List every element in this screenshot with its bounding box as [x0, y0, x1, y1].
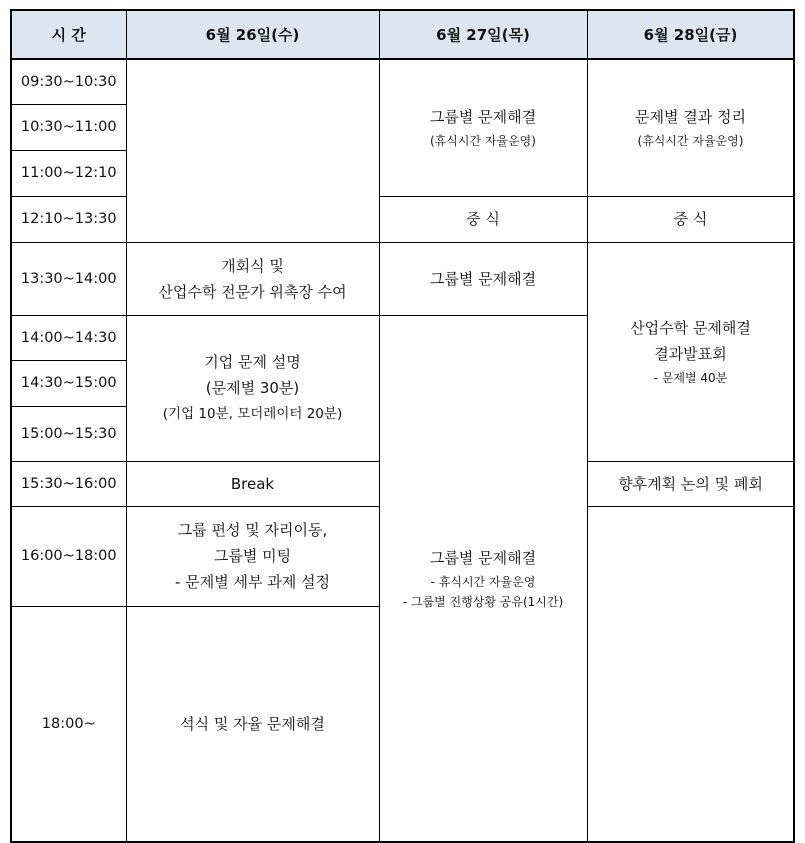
day2-lunch-label: 중 식	[466, 210, 500, 228]
day2-early-afternoon-label: 그룹별 문제해결	[429, 269, 537, 288]
table-row	[11, 59, 794, 104]
day2-afternoon-cell	[379, 315, 587, 842]
day1-company-problems-note: (기업 10분, 모더레이터 20분)	[162, 406, 343, 422]
day3-morning-label: 문제별 결과 정리	[635, 107, 746, 126]
time-cell: 15:00~15:30	[11, 406, 126, 461]
day1-opening-cell	[126, 242, 379, 315]
day1-grouping-line2: 그룹별 미팅	[213, 547, 292, 565]
time-cell: 13:30~14:00	[11, 242, 126, 315]
time-cell: 15:30~16:00	[11, 461, 126, 506]
day1-company-problems-line2: (문제별 30분)	[205, 379, 300, 397]
day1-company-problems-cell	[126, 315, 379, 461]
day3-lunch-cell	[587, 196, 794, 242]
day2-afternoon-note1: - 휴식시간 자율운영	[430, 575, 536, 589]
day2-lunch-cell	[379, 196, 587, 242]
day3-lunch-label: 중 식	[673, 210, 708, 228]
day3-evening-empty	[587, 506, 794, 842]
day3-morning-note: (휴식시간 자율운영)	[637, 133, 744, 148]
time-cell: 12:10~13:30	[11, 196, 126, 242]
schedule-table	[10, 9, 795, 843]
day2-morning-note: (휴식시간 자율운영)	[430, 133, 536, 148]
time-cell: 09:30~10:30	[11, 59, 126, 104]
day1-break-cell	[126, 461, 379, 506]
schedule-container	[10, 9, 795, 843]
table-row	[11, 242, 794, 315]
day1-dinner-label: 석식 및 자율 문제해결	[180, 714, 325, 733]
day1-break-label: Break	[230, 474, 275, 493]
day3-presentation-note: - 문제별 40분	[653, 370, 728, 385]
day1-opening-line2: 산업수학 전문가 위촉장 수여	[158, 282, 347, 301]
day1-morning-empty	[126, 59, 379, 242]
day2-morning-cell	[379, 59, 587, 196]
day2-afternoon-note2: - 그룹별 진행상황 공유(1시간)	[402, 595, 564, 609]
day1-grouping-line1: 그룹 편성 및 자리이동,	[177, 521, 328, 539]
day3-presentation-line1: 산업수학 문제해결	[630, 318, 751, 337]
day2-early-afternoon-cell	[379, 242, 587, 315]
time-cell: 16:00~18:00	[11, 506, 126, 606]
header-day2: 6월 27일(목)	[379, 10, 587, 59]
time-cell: 14:00~14:30	[11, 315, 126, 360]
header-row	[11, 10, 794, 59]
day1-opening-line1: 개회식 및	[221, 256, 284, 275]
day3-presentation-line2: 결과발표회	[654, 344, 727, 363]
day3-closing-label: 향후계획 논의 및 폐회	[618, 474, 763, 493]
day3-closing-cell	[587, 461, 794, 506]
header-day1: 6월 26일(수)	[126, 10, 379, 59]
time-cell: 18:00~	[11, 606, 126, 842]
day2-afternoon-label: 그룹별 문제해결	[429, 549, 537, 567]
day3-presentation-cell	[587, 242, 794, 461]
header-day3: 6월 28일(금)	[587, 10, 794, 59]
header-time: 시 간	[11, 10, 126, 59]
day1-dinner-cell	[126, 606, 379, 842]
day3-morning-cell	[587, 59, 794, 196]
time-cell: 10:30~11:00	[11, 104, 126, 150]
day1-grouping-cell	[126, 506, 379, 606]
day1-grouping-line3: - 문제별 세부 과제 설정	[175, 573, 330, 591]
time-cell: 14:30~15:00	[11, 360, 126, 406]
time-cell: 11:00~12:10	[11, 150, 126, 196]
day1-company-problems-line1: 기업 문제 설명	[204, 353, 301, 371]
day2-morning-label: 그룹별 문제해결	[429, 107, 537, 126]
